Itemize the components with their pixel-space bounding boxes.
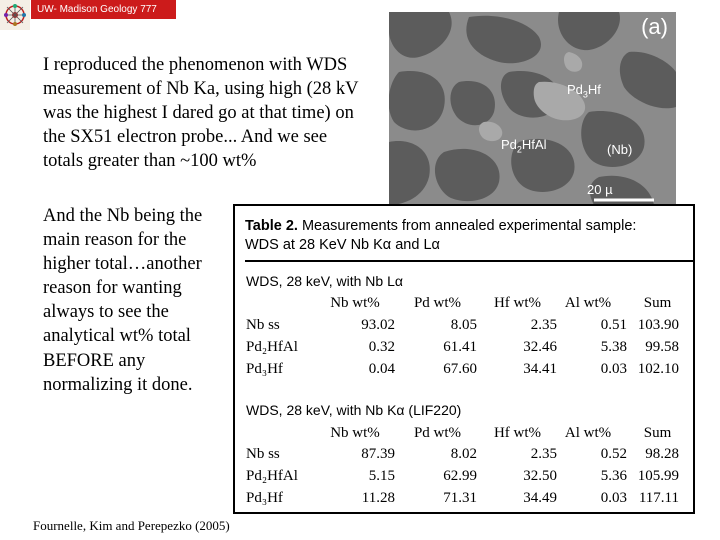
value-cell: 0.52 [600, 446, 627, 462]
value-cell: 98.28 [645, 446, 679, 462]
phase-cell: Pd₂HfAl [246, 468, 298, 484]
intro-paragraph: I reproduced the phenomenon with WDS measurement of Nb Ka, using high (28 kV was the highest I dared go at that time) on the SX51 electron probe... And we see totals greater than ~100 wt% [43, 55, 359, 172]
value-cell: 5.38 [600, 339, 627, 355]
value-cell: 32.46 [523, 339, 557, 355]
table-header-row [235, 295, 693, 317]
col-header: Hf wt% [493, 295, 542, 311]
table-row [235, 468, 693, 490]
phase-cell: Pd₂HfAl [246, 339, 298, 355]
phase-cell: Nb ss [246, 317, 280, 333]
value-cell: 0.03 [600, 361, 627, 377]
table-row [235, 446, 693, 468]
value-cell: 11.28 [361, 490, 395, 506]
value-cell: 67.60 [443, 361, 477, 377]
table-row [235, 317, 693, 339]
col-header: Sum [643, 425, 672, 441]
value-cell: 0.32 [368, 339, 395, 355]
value-cell: 117.11 [638, 490, 679, 506]
value-cell: 93.02 [361, 317, 395, 333]
label-pd2hfal: $Pd_2HfAl$ [501, 137, 547, 155]
panel-label: (a) [641, 14, 668, 39]
value-cell: 0.51 [600, 317, 627, 333]
caption-text: Measurements from annealed experimental sample: [301, 218, 637, 234]
citation: Fournelle, Kim and Perepezko (2005) [33, 518, 230, 533]
value-cell: 5.36 [600, 468, 627, 484]
col-header: Sum [643, 295, 672, 311]
value-cell: 0.03 [600, 490, 627, 506]
value-cell: 34.49 [523, 490, 557, 506]
explanation-paragraph: And the Nb being the main reason for the higher total…another reason for wanting always to see the analytical wt% total BEFORE any normalizing it done. [43, 206, 203, 395]
table-row [235, 339, 693, 361]
value-cell: 99.58 [645, 339, 679, 355]
value-cell: 105.99 [637, 468, 679, 484]
value-cell: 2.35 [530, 446, 557, 462]
col-header: Al wt% [564, 295, 612, 311]
value-cell: 34.41 [523, 361, 557, 377]
label-nb: (Nb) [607, 142, 633, 157]
uw-logo [0, 0, 30, 30]
caption-line2: WDS at 28 KeV Nb Kα and Lα [245, 237, 440, 253]
col-header: Nb wt% [330, 295, 380, 311]
value-cell: 102.10 [637, 361, 679, 377]
caption-title: Table 2. [245, 218, 298, 234]
table-row [235, 490, 693, 512]
scale-bar-label: 20 µ [587, 182, 613, 197]
value-cell: 62.99 [443, 468, 477, 484]
value-cell: 61.41 [443, 339, 477, 355]
course-banner: UW- Madison Geology 777 [31, 0, 176, 19]
value-cell: 8.05 [450, 317, 477, 333]
sem-micrograph [389, 12, 676, 205]
value-cell: 5.15 [368, 468, 395, 484]
caption-rule [245, 260, 693, 262]
value-cell: 8.02 [450, 446, 477, 462]
phase-cell: Nb ss [246, 446, 280, 462]
value-cell: 71.31 [443, 490, 477, 506]
phase-cell: Pd₃Hf [246, 490, 283, 506]
value-cell: 103.90 [637, 317, 679, 333]
col-header: Al wt% [564, 425, 612, 441]
section-heading-ka: WDS, 28 keV, with Nb Kα (LIF220) [246, 402, 462, 418]
col-header: Nb wt% [330, 425, 380, 441]
value-cell: 32.50 [523, 468, 557, 484]
table-header-row [235, 425, 693, 447]
measurements-table [233, 204, 695, 514]
value-cell: 87.39 [361, 446, 395, 462]
table-caption [245, 217, 636, 255]
col-header: Pd wt% [413, 295, 462, 311]
col-header: Pd wt% [413, 425, 462, 441]
phase-cell: Pd₃Hf [246, 361, 283, 377]
label-pd3hf: $Pd_3Hf$ [567, 82, 601, 100]
section-heading-la: WDS, 28 keV, with Nb Lα [246, 273, 403, 289]
table-row [235, 361, 693, 383]
value-cell: 0.04 [368, 361, 395, 377]
col-header: Hf wt% [493, 425, 542, 441]
value-cell: 2.35 [530, 317, 557, 333]
